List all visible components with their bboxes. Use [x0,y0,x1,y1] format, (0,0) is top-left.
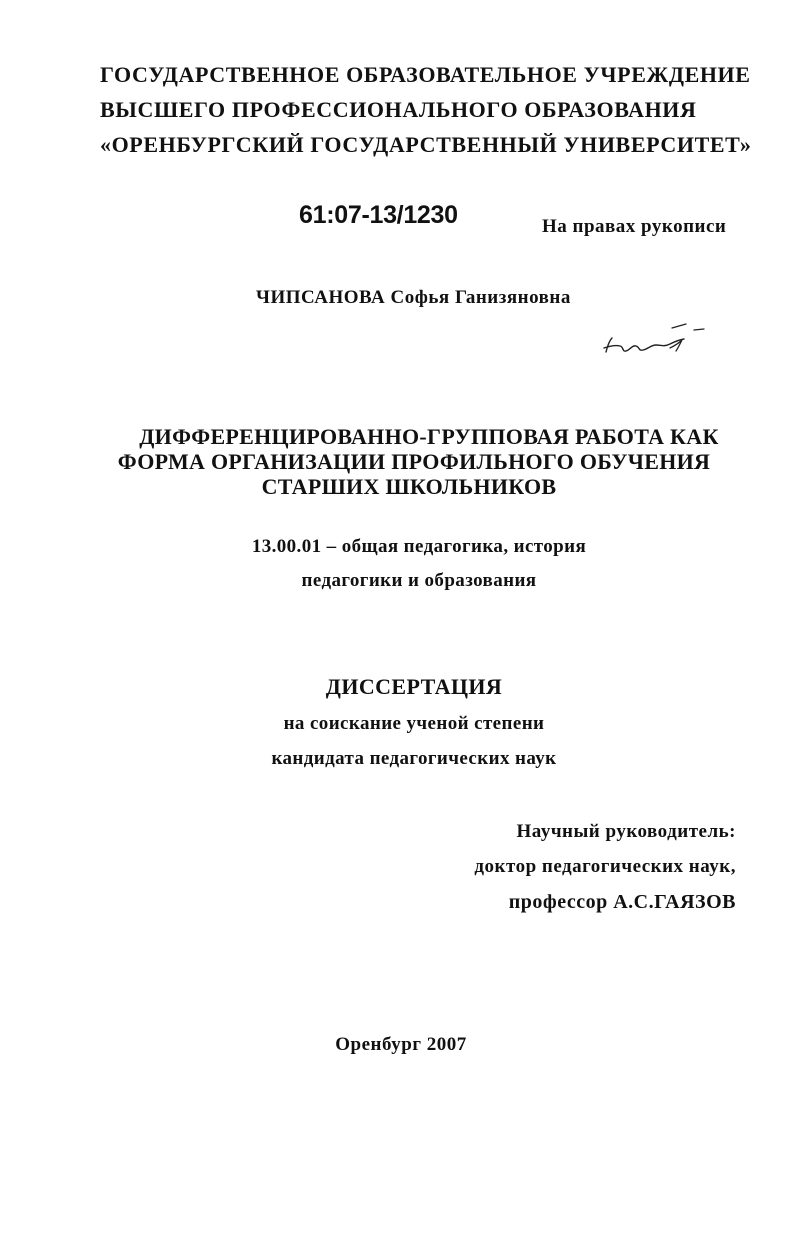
specialty-line-1: 13.00.01 – общая педагогика, история [251,536,587,557]
supervisor-degree: доктор педагогических наук, [474,856,736,877]
degree-line-1: на соискание ученой степени [283,713,545,734]
institution-line-2: ВЫСШЕГО ПРОФЕССИОНАЛЬНОГО ОБРАЗОВАНИЯ [100,97,697,122]
thesis-title-line-3: СТАРШИХ ШКОЛЬНИКОВ [261,474,557,499]
dissertation-heading: ДИССЕРТАЦИЯ [325,674,503,699]
thesis-title-line-1: ДИФФЕРЕНЦИРОВАННО-ГРУППОВАЯ РАБОТА КАК [139,424,719,449]
author-name: ЧИПСАНОВА Софья Ганизяновна [256,287,571,308]
catalog-code: 61:07-13/1230 [299,201,458,229]
thesis-title-line-2: ФОРМА ОРГАНИЗАЦИИ ПРОФИЛЬНОГО ОБУЧЕНИЯ [117,449,711,474]
supervisor-name: профессор А.С.ГАЯЗОВ [508,891,736,913]
city-year: Оренбург 2007 [335,1034,467,1055]
specialty-line-2: педагогики и образования [301,570,537,591]
manuscript-rights-note: На правах рукописи [542,216,727,237]
signature-icon [598,318,708,362]
institution-line-3: «ОРЕНБУРГСКИЙ ГОСУДАРСТВЕННЫЙ УНИВЕРСИТЕТ» [100,132,752,157]
degree-line-2: кандидата педагогических наук [271,748,557,769]
institution-line-1: ГОСУДАРСТВЕННОЕ ОБРАЗОВАТЕЛЬНОЕ УЧРЕЖДЕНИЕ [100,62,751,87]
supervisor-label: Научный руководитель: [516,821,736,842]
